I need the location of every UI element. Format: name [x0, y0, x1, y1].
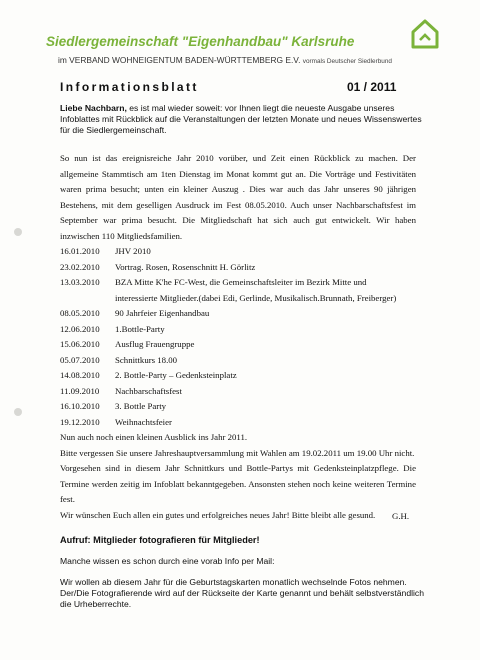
event-row [60, 244, 416, 260]
event-row [60, 415, 416, 431]
plans-paragraph: Vorgesehen sind in diesem Jahr Schnittkurs und Bottle-Partys mit Gedenksteinplatzpflege. Die Termine werden zeitig im Infoblatt bekanntgegeben. Ansonsten stehen noch keine weiteren Termine fest. [60, 463, 416, 504]
event-text: 3. Bottle Party [115, 401, 167, 411]
event-date: 16.10.2010 [60, 401, 100, 411]
event-row [60, 399, 416, 415]
wishes-paragraph: Wir wünschen Euch allen ein gutes und erfolgreiches neues Jahr! Bitte bleibt alle gesund. [60, 509, 376, 520]
event-row [60, 353, 416, 369]
event-date: 08.05.2010 [60, 308, 100, 318]
event-text: 1.Bottle-Party [115, 323, 165, 334]
event-row [60, 384, 416, 400]
event-date: 19.12.2010 [60, 416, 100, 427]
intro-paragraph [60, 103, 425, 135]
event-row [60, 368, 416, 384]
event-text: Nachbarschaftsfest [115, 385, 182, 396]
intro-greeting: Liebe Nachbarn, [60, 103, 127, 113]
event-row [60, 260, 416, 276]
event-text: Vortrag. Rosen, Rosenschnitt H. Görlitz [115, 261, 256, 272]
event-row [60, 306, 416, 322]
section-text: Manche wissen es schon durch eine vorab Info per Mail: [60, 556, 275, 566]
org-subtitle-main: im VERBAND WOHNEIGENTUM BADEN-WÜRTTEMBERG E.V. [58, 55, 301, 65]
event-date: 05.07.2010 [60, 354, 100, 365]
event-text-continued: interessierte Mitglieder.(dabei Edi, Gerlinde, Musikalisch.Brunnath, Freiberger) [115, 292, 397, 303]
punch-hole [14, 228, 22, 236]
org-subtitle [58, 55, 392, 65]
signature: G.H. [392, 511, 410, 521]
event-text: Weihnachtsfeier [115, 416, 172, 427]
section-heading: Aufruf: Mitglieder fotografieren für Mitglieder! [60, 535, 260, 545]
event-date: 14.08.2010 [60, 370, 100, 380]
outlook-paragraph: Nun auch noch einen kleinen Ausblick ins Jahr 2011. [60, 432, 248, 442]
event-row [60, 337, 416, 353]
review-section [60, 151, 416, 523]
event-date: 13.03.2010 [60, 277, 100, 287]
event-list [60, 244, 416, 430]
punch-hole [14, 408, 22, 416]
intro-text: es ist mal wieder soweit: vor Ihnen liegt die neueste Ausgabe unseres Infoblattes mit Rückblick auf die Veranstaltungen der letzten Monate und neues Wissenswertes für die Siedlergemeinschaft. [60, 103, 422, 135]
org-name: Siedlergemeinschaft "Eigenhandbau" Karlsruhe [46, 34, 355, 49]
section-body: Wir wollen ab diesem Jahr für die Geburtstagskarten monatlich wechselnde Fotos nehmen. Der/Die Fotografierende wird auf der Rückseite der Karte genannt und behält selbstverständlich die Urheberrechte. [60, 577, 425, 609]
event-date: 11.09.2010 [60, 385, 100, 396]
page-title: Informationsblatt [60, 80, 199, 94]
event-row [60, 322, 416, 338]
event-date: 23.02.2010 [60, 261, 100, 272]
review-paragraph: So nun ist das ereignisreiche Jahr 2010 vorüber, und Zeit einen Rückblick zu machen. Der allgemeine Stammtisch am 1ten Dienstag im Monat kommt gut an. Die Vorträge und Festivitäten waren prima besucht; unten ein kleiner Auszug . Dies war auch das Jahr unseres 90 jährigen Bestehens, mit dem geselligen Ausdruck im Fest 08.05.2010. Auch unser Nachbarschaftsfest im September war prima besucht. Die Mitgliedschaft hat sich auch gut entwickelt. Wir haben inzwischen 110 Mitgliedsfamilien. [60, 153, 416, 241]
event-text: Schnittkurs 18.00 [115, 354, 178, 365]
org-subtitle-small: vormals Deutscher Siedlerbund [302, 58, 392, 65]
house-logo-icon [410, 18, 440, 50]
event-row-continued [60, 291, 416, 307]
event-text: JHV 2010 [115, 246, 151, 256]
event-row [60, 275, 416, 291]
event-text: 90 Jahrfeier Eigenhandbau [115, 308, 210, 318]
event-date: 16.01.2010 [60, 246, 100, 256]
agm-paragraph: Bitte vergessen Sie unsere Jahreshauptversammlung mit Wahlen am 19.02.2011 um 19.00 Uhr nicht. [60, 447, 415, 458]
event-text: BZA Mitte K'he FC-West, die Gemeinschaftsleiter im Bezirk Mitte und [115, 277, 367, 287]
event-text: 2. Bottle-Party – Gedenksteinplatz [115, 370, 237, 380]
issue-number: 01 / 2011 [347, 80, 397, 94]
event-text: Ausflug Frauengruppe [115, 339, 195, 349]
event-date: 15.06.2010 [60, 339, 100, 349]
event-date: 12.06.2010 [60, 323, 100, 334]
